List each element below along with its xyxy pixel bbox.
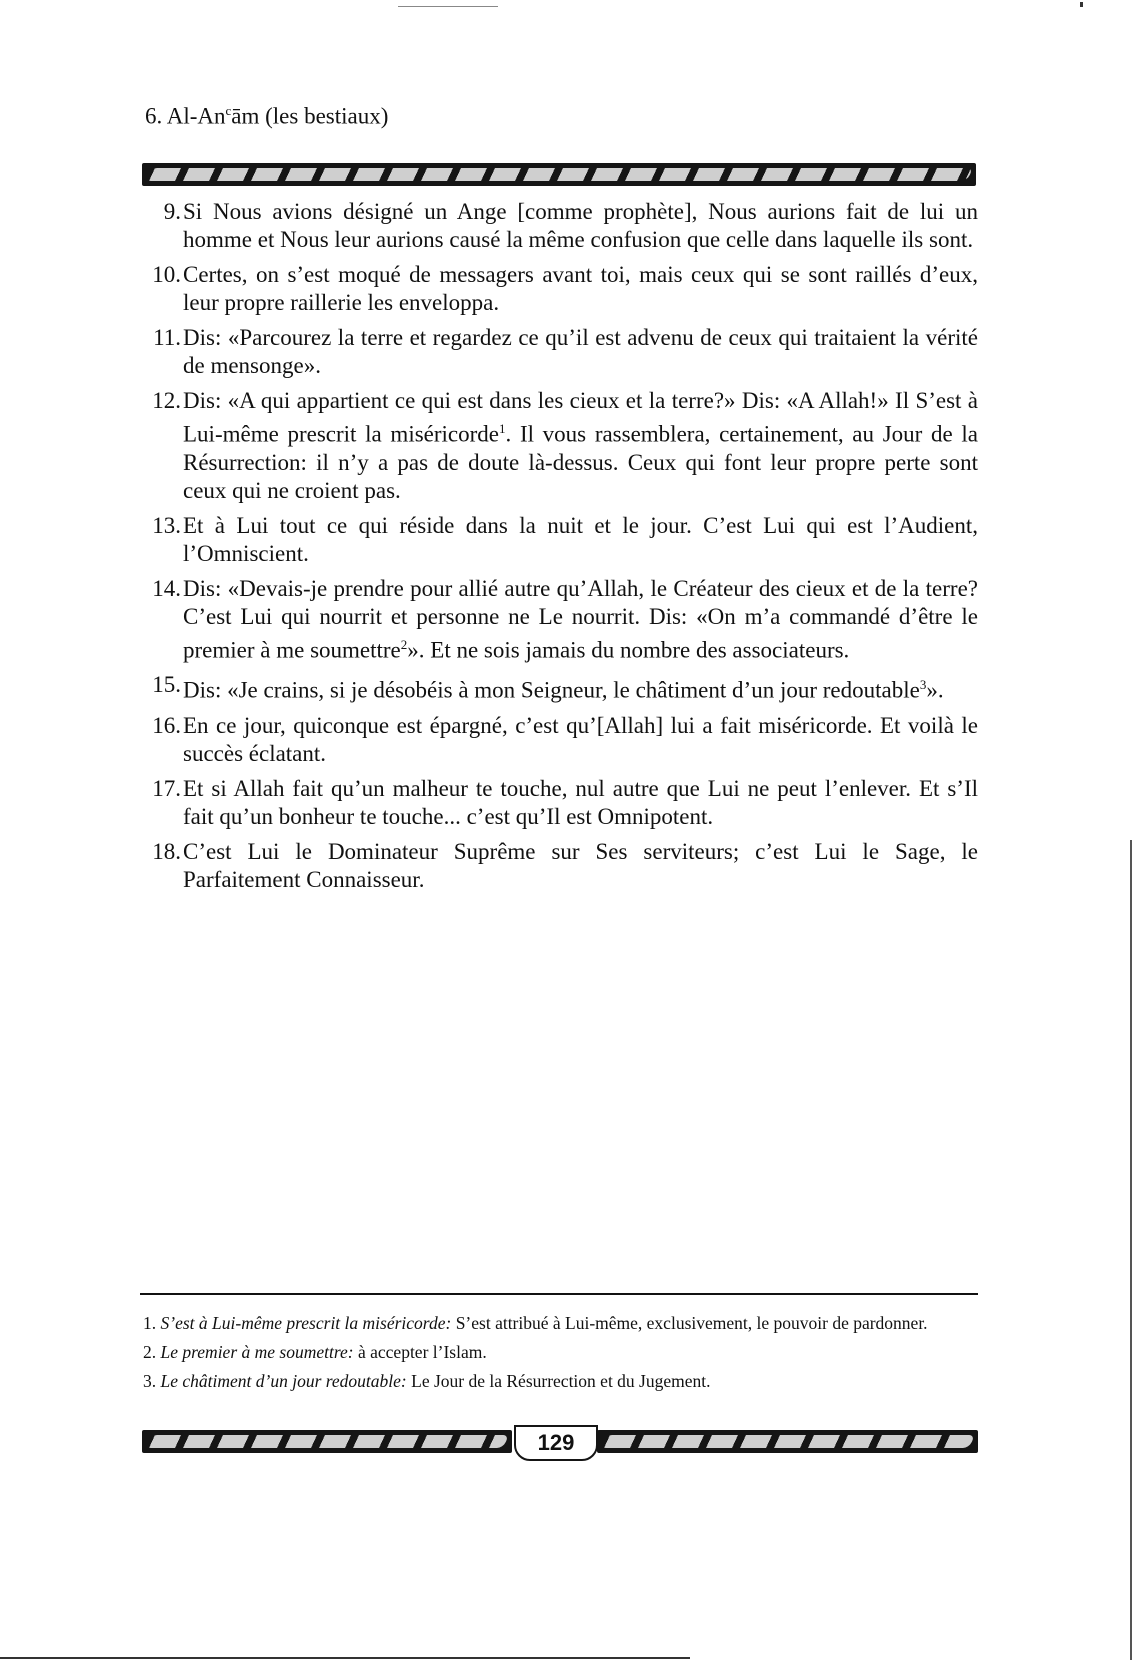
verse-text xyxy=(183,387,978,505)
verse-item xyxy=(140,512,978,568)
verse-number: 11. xyxy=(153,325,181,350)
verse-item xyxy=(140,261,978,317)
scan-artifact-right-edge xyxy=(1130,840,1132,1660)
footnote-ref: 2 xyxy=(400,636,408,652)
footnote-number: 3. xyxy=(143,1371,157,1391)
chapter-header-prefix: 6. Al-An xyxy=(145,103,226,129)
footnote-text: S’est attribué à Lui-même, exclusivement, le pouvoir de pardonner. xyxy=(451,1313,928,1333)
verse-number: 17. xyxy=(152,775,181,801)
verse-number: 15. xyxy=(152,672,181,698)
decorative-chain-band-bottom-right xyxy=(597,1430,978,1453)
verse-item xyxy=(140,671,978,705)
verse-text-part: Dis: «Je crains, si je désobéis à mon Seigneur, le châtiment d’un jour redoutable xyxy=(183,677,920,703)
footnote-number: 2. xyxy=(143,1342,157,1362)
verse-text: Et à Lui tout ce qui réside dans la nuit et le jour. C’est Lui qui est l’Audient, l’Omniscient. xyxy=(183,512,978,566)
verse-text-part: ». xyxy=(926,677,944,703)
footnote-text: Le Jour de la Résurrection et du Jugement. xyxy=(406,1371,711,1391)
verse-text-part: Dis: «A qui appartient ce qui est dans les cieux et la terre?» Dis: «A Allah!» Il S’est à Lui-même prescrit la miséricorde xyxy=(183,388,978,447)
footnote-divider xyxy=(140,1293,978,1295)
verse-text-part: ». Et ne sois jamais du nombre des associateurs. xyxy=(407,637,850,663)
verse-number: 16. xyxy=(152,712,181,738)
chapter-header-sup: c xyxy=(225,103,232,118)
verse-number: 10. xyxy=(152,262,181,287)
verse-text: Et si Allah fait qu’un malheur te touche, nul autre que Lui ne peut l’enlever. Et s’Il fait qu’un bonheur te touche... c’est qu’Il est Omnipotent. xyxy=(183,775,978,829)
scan-artifact-top xyxy=(398,6,498,7)
verse-text-part: . Il vous rassemblera, certainement, au Jour de la Résurrection: il n’y a pas de doute là-dessus. Ceux qui font leur propre perte sont ceux qui ne croient pas. xyxy=(183,421,978,503)
footnote-item xyxy=(143,1312,979,1334)
verse-item xyxy=(140,387,978,505)
footnote-term: S’est à Lui-même prescrit la miséricorde: xyxy=(160,1313,452,1333)
footnote-item xyxy=(143,1370,979,1392)
footnote-ref: 1 xyxy=(499,421,506,436)
footnote-term: Le châtiment d’un jour redoutable: xyxy=(160,1371,407,1391)
verse-item xyxy=(140,324,978,380)
verse-item xyxy=(140,575,978,665)
scan-artifact-dot xyxy=(1080,2,1083,7)
verse-text xyxy=(183,575,978,665)
footnote-number: 1. xyxy=(143,1313,157,1333)
verse-number: 12. xyxy=(152,388,181,413)
verse-item xyxy=(140,775,978,831)
chapter-header xyxy=(145,103,388,130)
verse-number: 14. xyxy=(152,575,181,601)
footnote-item xyxy=(143,1341,979,1363)
verse-text: En ce jour, quiconque est épargné, c’est qu’[Allah] lui a fait miséricorde. Et voilà le succès éclatant. xyxy=(183,712,978,766)
decorative-chain-band-top xyxy=(142,163,976,186)
verse-text: Certes, on s’est moqué de messagers avant toi, mais ceux qui se sont raillés d’eux, leur propre raillerie les enveloppa. xyxy=(183,262,978,315)
verse-text-part: Dis: «Devais-je prendre pour allié autre qu’Allah, le Créateur des cieux et de la terre? C’est Lui qui nourrit et personne ne Le nourrit. Dis: «On m’a commandé d’être le premier à me soumettre xyxy=(183,575,978,663)
page-number: 129 xyxy=(514,1425,598,1461)
verse-item xyxy=(140,712,978,768)
verse-text: Dis: «Parcourez la terre et regardez ce qu’il est advenu de ceux qui traitaient la vérité de mensonge». xyxy=(183,325,978,378)
verse-text xyxy=(183,671,978,705)
verse-number: 18. xyxy=(152,838,181,864)
footnote-term: Le premier à me soumettre: xyxy=(160,1342,354,1362)
footnote-ref: 3 xyxy=(919,677,927,693)
chapter-header-suffix: ām (les bestiaux) xyxy=(231,103,389,129)
scan-artifact-bottom-edge xyxy=(0,1657,690,1659)
verse-text: C’est Lui le Dominateur Suprême sur Ses serviteurs; c’est Lui le Sage, le Parfaitement Connaisseur. xyxy=(183,838,978,892)
verse-item xyxy=(140,838,978,894)
footnote-text: à accepter l’Islam. xyxy=(353,1342,487,1362)
verse-number: 13. xyxy=(152,512,181,538)
verse-item xyxy=(140,198,978,254)
verse-list xyxy=(140,198,978,901)
footnote-list xyxy=(143,1312,979,1399)
verse-text: Si Nous avions désigné un Ange [comme prophète], Nous aurions fait de lui un homme et Nous leur aurions causé la même confusion que celle dans laquelle ils sont. xyxy=(183,199,978,252)
decorative-chain-band-bottom-left xyxy=(142,1430,512,1453)
verse-number: 9. xyxy=(163,199,181,224)
